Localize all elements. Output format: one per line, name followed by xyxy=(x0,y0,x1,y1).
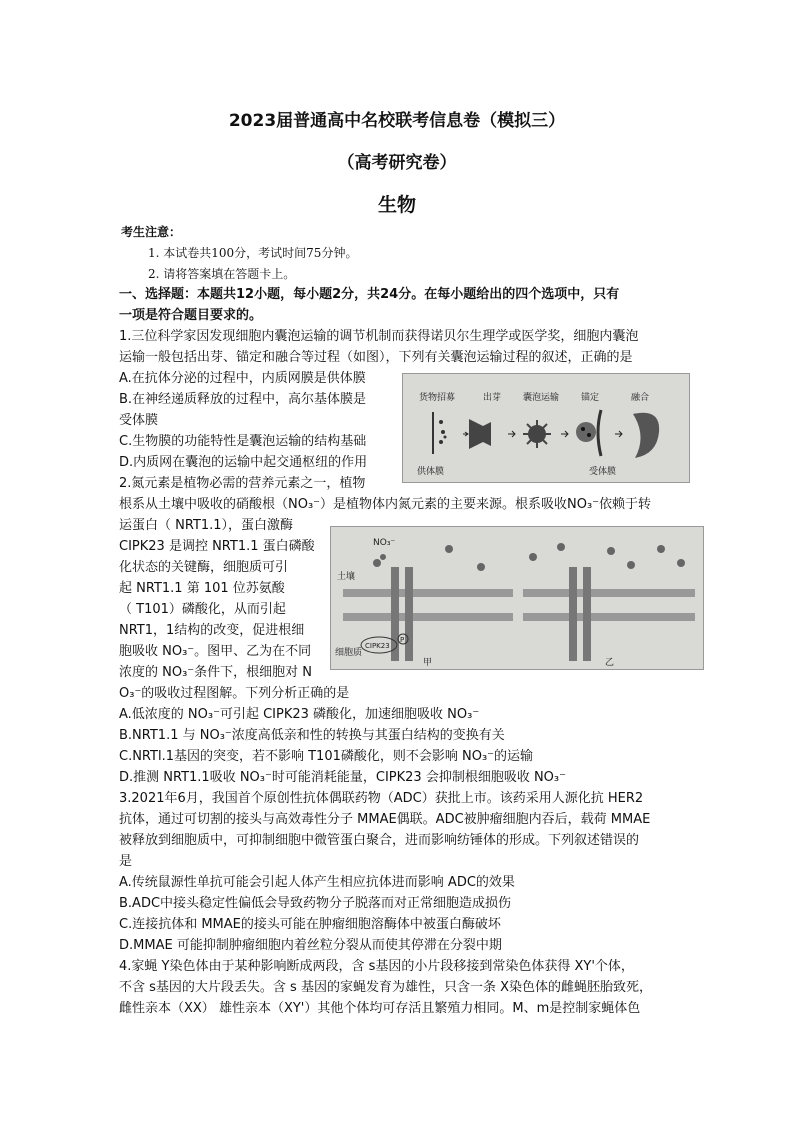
question-line: CIPK23 是调控 NRT1.1 蛋白磷酸 xyxy=(119,539,315,554)
fig1-step-label: 出芽 xyxy=(483,393,502,403)
question-line: O₃⁻的吸收过程图解。下列分析正确的是 xyxy=(119,686,350,701)
nitrate-figure-svg xyxy=(331,527,703,669)
receptor-membrane-label: 受体膜 xyxy=(589,467,617,477)
question-line: 运输一般包括出芽、锚定和融合等过程（如图），下列有关囊泡运输过程的叙述，正确的是 xyxy=(119,350,633,365)
question-line: 根系从土壤中吸收的硝酸根（NO₃⁻）是植物体内氮元素的主要来源。根系吸收NO₃⁻依赖于转 xyxy=(119,497,652,512)
question-line: 起 NRT1.1 第 101 位苏氨酸 xyxy=(119,581,285,596)
fig1-step-label: 锚定 xyxy=(581,393,600,403)
arrow-icon xyxy=(463,432,468,436)
question-line: 胞吸收 NO₃⁻。图甲、乙为在不同 xyxy=(119,644,312,659)
fusion-shape xyxy=(633,413,659,458)
panel-jia-label: 甲 xyxy=(423,658,433,668)
section-heading: 一项是符合题目要求的。 xyxy=(119,308,263,323)
notice-heading: 考生注意： xyxy=(121,225,182,239)
fig1-step-label: 货物招募 xyxy=(419,393,456,403)
option-line: D.内质网在囊泡的运输中起交通枢纽的作用 xyxy=(119,455,368,470)
panel-yi-label: 乙 xyxy=(605,658,615,668)
arrow-icon xyxy=(508,431,515,437)
nitrate-ions-jia xyxy=(373,545,485,571)
donor-membrane-label: 供体膜 xyxy=(417,467,445,477)
question-line: 运蛋白（ NRT1.1），蛋白激酶 xyxy=(119,518,294,533)
question-line: 是 xyxy=(119,854,133,869)
subject-title: 生物 xyxy=(377,194,416,216)
question-line: 抗体，通过可切割的接头与高效毒性分子 MMAE偶联。ADC被肿瘤细胞内吞后，载荷 MMAE xyxy=(119,812,651,827)
question-line: 浓度的 NO₃⁻条件下，根细胞对 N xyxy=(119,665,313,680)
soil-label: 土壤 xyxy=(337,572,356,582)
option-line: C.NRTl.1基因的突变，若不影响 T101磷酸化，则不会影响 NO₃⁻的运输 xyxy=(119,749,534,764)
nitrate-label: NO₃⁻ xyxy=(373,538,396,548)
option-line: B.ADC中接头稳定性偏低会导致药物分子脱落而对正常细胞造成损伤 xyxy=(119,896,512,911)
budding-shape xyxy=(469,419,491,449)
question-line: （ T101）磷酸化，从而引起 xyxy=(119,602,286,617)
option-line: 受体膜 xyxy=(119,413,159,428)
kinase-label: CIPK23 xyxy=(365,642,390,650)
option-line: A.低浓度的 NO₃⁻可引起 CIPK23 磷酸化，加速细胞吸收 NO₃⁻ xyxy=(119,707,480,722)
cytoplasm-label: 细胞质 xyxy=(335,648,363,658)
vesicle-shape xyxy=(523,420,551,448)
notice-item: 2. 请将答案填在答题卡上。 xyxy=(148,267,296,281)
docking-shape xyxy=(576,410,601,456)
question-line: 1.三位科学家因发现细胞内囊泡运输的调节机制而获得诺贝尔生理学或医学奖，细胞内囊泡 xyxy=(119,329,639,344)
option-line: B.NRT1.1 与 NO₃⁻浓度高低亲和性的转换与其蛋白结构的变换有关 xyxy=(119,728,505,743)
fig1-step-label: 融合 xyxy=(631,393,650,403)
membrane-yi xyxy=(523,567,695,661)
question-line: 不含 s基因的大片段丢失。含 s 基因的家蝇发育为雄性，只含一条 X染色体的雌蝇胚胎致死， xyxy=(119,980,652,995)
exam-subtitle: （高考研究卷） xyxy=(337,153,457,173)
question-line: 3.2021年6月，我国首个原创性抗体偶联药物（ADC）获批上市。该药采用人源化抗 HER2 xyxy=(119,791,644,806)
section-heading: 一、选择题：本题共12小题，每小题2分，共24分。在每小题给出的四个选项中，只有 xyxy=(119,287,620,302)
option-line: B.在神经递质释放的过程中，高尔基体膜是 xyxy=(119,392,367,407)
option-line: C.连接抗体和 MMAE的接头可能在肿瘤细胞溶酶体中被蛋白酶破坏 xyxy=(119,917,501,932)
option-line: C.生物膜的功能特性是囊泡运输的结构基础 xyxy=(119,434,367,449)
nitrate-uptake-figure xyxy=(330,526,704,670)
phosphate-label: P xyxy=(400,636,405,644)
question-line: NRT1，1结构的改变，促进根细 xyxy=(119,623,305,638)
vesicle-figure-svg xyxy=(403,374,689,482)
cargo-recruit-shape xyxy=(433,412,447,454)
notice-item: 1. 本试卷共100分，考试时间75分钟。 xyxy=(148,246,358,260)
question-line: 被释放到细胞质中，可抑制细胞中微管蛋白聚合，进而影响纺锤体的形成。下列叙述错误的 xyxy=(119,833,640,848)
option-line: A.传统鼠源性单抗可能会引起人体产生相应抗体进而影响 ADC的效果 xyxy=(119,875,515,890)
arrow-icon xyxy=(561,431,568,437)
fig1-step-label: 囊泡运输 xyxy=(523,393,560,403)
exam-title: 2023届普通高中名校联考信息卷（模拟三） xyxy=(228,111,566,131)
question-line: 雌性亲本（XX） 雄性亲本（XY'）其他个体均可存活且繁殖力相同。M、m是控制家蝇体色 xyxy=(119,1001,641,1016)
option-line: A.在抗体分泌的过程中，内质网膜是供体膜 xyxy=(119,371,366,386)
option-line: D.MMAE 可能抑制肿瘤细胞内着丝粒分裂从而使其停滞在分裂中期 xyxy=(119,938,502,953)
question-line: 4.家蝇 Y染色体由于某种影响断成两段，含 s基因的小片段移接到常染色体获得 XY'个体， xyxy=(119,959,634,974)
vesicle-transport-figure xyxy=(402,373,690,483)
question-line: 化状态的关键酶，细胞质可引 xyxy=(119,560,289,575)
option-line: D.推测 NRT1.1吸收 NO₃⁻时可能消耗能量，CIPK23 会抑制根细胞吸收 NO₃⁻ xyxy=(119,770,566,785)
nitrate-ions-yi xyxy=(529,543,685,569)
question-line: 2.氮元素是植物必需的营养元素之一，植物 xyxy=(119,476,366,491)
arrow-icon xyxy=(615,431,622,437)
